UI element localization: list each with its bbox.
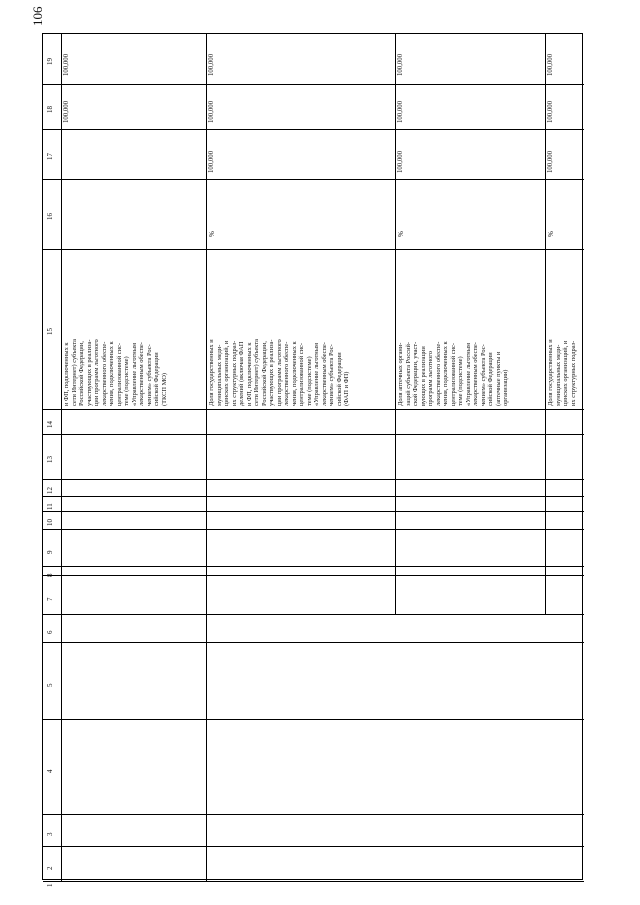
table-frame <box>42 33 583 887</box>
value-col18: 100,000 <box>63 100 70 123</box>
indicator-text-line: (ФАП и ФП) <box>343 371 350 406</box>
indicator-text-line: вующих в реализации <box>419 346 427 406</box>
indicator-text-line: их структурных подраз- <box>569 340 577 406</box>
indicator-text-line: и ФП, подключенных к <box>245 342 253 406</box>
indicator-text-line: Доля государственных и <box>208 339 215 406</box>
column-number: 8 <box>46 573 54 577</box>
value-col17: 100,000 <box>397 150 404 173</box>
indicator-text-line: и ФП, подключенных к <box>63 342 70 406</box>
value-col18: 100,000 <box>547 100 554 123</box>
column-divider <box>43 846 584 847</box>
column-number: 5 <box>46 683 54 687</box>
column-divider <box>43 249 584 250</box>
indicator-text-line: делений (включая ФАП <box>238 341 245 406</box>
value-col19: 100,000 <box>63 53 70 76</box>
value-col17: 100,000 <box>547 150 554 173</box>
indicator-text-line: «Управление льготным <box>130 342 138 406</box>
column-number: 19 <box>46 58 54 65</box>
indicator-text-line: теме (подсистеме) <box>457 356 464 406</box>
indicator-text-line: теме (подсистеме) <box>305 356 313 406</box>
indicator-text-line: цинских организаций, и <box>223 340 230 406</box>
indicator-text-line: муниципальных меди- <box>215 344 223 406</box>
column-divider <box>43 179 584 180</box>
indicator-text-line: централизованной сис- <box>298 343 305 406</box>
indicator-text-line: участвующих в реализа- <box>85 339 93 406</box>
column-divider <box>43 511 584 512</box>
page-number: 106 <box>30 6 45 26</box>
column-number: 14 <box>46 420 54 428</box>
indicator-text-line: лекарственного обеспе- <box>100 341 108 406</box>
unit-cell: % <box>547 231 555 237</box>
value-col18: 100,000 <box>397 100 404 123</box>
indicator-text-line: ции программ льготного <box>275 339 283 406</box>
column-number: 4 <box>46 769 54 773</box>
indicator-text-line: их структурных подраз- <box>230 340 238 406</box>
column-number: 18 <box>46 105 54 113</box>
row-divider <box>206 614 207 881</box>
column-number: 13 <box>46 455 54 463</box>
column-divider <box>43 575 584 576</box>
value-col19: 100,000 <box>208 53 215 76</box>
indicator-text-line: «Управление льготным <box>464 342 472 406</box>
indicator-text-line: чением» субъекта Рос- <box>145 344 153 406</box>
column-divider <box>43 642 584 643</box>
indicator-text-line: лекарственным обеспе- <box>320 342 328 406</box>
indicator-text-line: программ льготного <box>427 351 434 406</box>
indicator-text-line: чения, подключенных к <box>442 341 449 406</box>
value-col19: 100,000 <box>547 53 554 76</box>
column-number: 11 <box>46 502 54 510</box>
indicator-text-line: Российской Федерации, <box>260 341 268 406</box>
column-divider <box>43 814 584 815</box>
indicator-text-line: сети Интернет) субъекта <box>253 338 260 406</box>
column-number: 6 <box>46 630 54 634</box>
indicator-text-line: «Управление льготным <box>313 342 320 406</box>
column-divider <box>43 84 584 85</box>
indicator-text-line: (аптечные пункты и <box>494 351 502 406</box>
unit-cell: % <box>397 231 405 237</box>
column-divider <box>43 614 584 615</box>
column-divider <box>43 129 584 130</box>
indicator-text-line: участвующих в реализа- <box>268 339 275 406</box>
column-divider <box>43 434 584 435</box>
column-number: 15 <box>46 328 54 335</box>
column-number: 16 <box>46 213 54 220</box>
indicator-text-line: лекарственным обеспе- <box>472 342 479 406</box>
column-divider <box>43 496 584 497</box>
indicator-text-line: лекарственного обеспе- <box>434 341 442 406</box>
unit-cell: % <box>208 231 216 237</box>
column-number: 3 <box>46 832 54 836</box>
column-divider <box>43 719 584 720</box>
column-divider <box>43 529 584 530</box>
row-divider <box>545 34 546 614</box>
column-number: 9 <box>46 550 54 554</box>
indicator-text-line: цинских организаций, и <box>562 340 569 406</box>
indicator-text-line: централизованной сис- <box>449 343 457 406</box>
column-divider <box>43 566 584 567</box>
header-divider <box>61 34 62 881</box>
indicator-text-line: сийской Федерации <box>335 352 343 406</box>
indicator-text-line: ции программ льготного <box>93 339 100 406</box>
indicator-text-line: заций субъекта Россий- <box>404 341 412 406</box>
indicator-text-line: Российской Федерации, <box>78 341 85 406</box>
indicator-text-line: лекарственного обеспе- <box>283 341 290 406</box>
column-number: 12 <box>46 486 54 494</box>
indicator-text-line: чением» субъекта Рос- <box>479 344 487 406</box>
indicator-text-line: муниципальных меди- <box>554 344 562 406</box>
indicator-text-line: сийской Федерации <box>153 352 160 406</box>
indicator-text-line: сийской Федерации <box>487 352 494 406</box>
indicator-text-line: (ТКСП МО) <box>160 372 168 406</box>
column-number: 1 <box>46 883 54 887</box>
column-number: 2 <box>46 866 54 870</box>
indicator-text-line: централизованной сис- <box>115 343 123 406</box>
value-col19: 100,000 <box>397 53 404 76</box>
column-divider <box>43 881 584 882</box>
indicator-text-line: теме (подсистеме) <box>123 356 130 406</box>
column-number: 7 <box>46 597 54 601</box>
indicator-text-line: Доля государственных и <box>547 339 554 406</box>
indicator-text-line: Доля аптечных органи- <box>397 342 404 406</box>
column-divider <box>43 409 584 410</box>
indicator-text-line: ской Федерации, участ- <box>412 341 419 406</box>
indicator-text-line: чения, подключенных к <box>108 341 115 406</box>
indicator-text-line: чения, подключенных к <box>290 341 298 406</box>
column-number: 17 <box>46 153 54 160</box>
column-number: 10 <box>46 519 54 526</box>
indicator-text-line: чением» субъекта Рос- <box>328 344 335 406</box>
column-divider <box>43 479 584 480</box>
indicator-text-line: сети Интернет) субъекта <box>70 338 78 406</box>
row-divider <box>206 34 207 614</box>
indicator-text-line: организации) <box>502 369 509 406</box>
indicator-text-line: лекарственным обеспе- <box>138 342 145 406</box>
value-col18: 100,000 <box>208 100 215 123</box>
row-divider <box>395 34 396 614</box>
value-col17: 100,000 <box>208 150 215 173</box>
